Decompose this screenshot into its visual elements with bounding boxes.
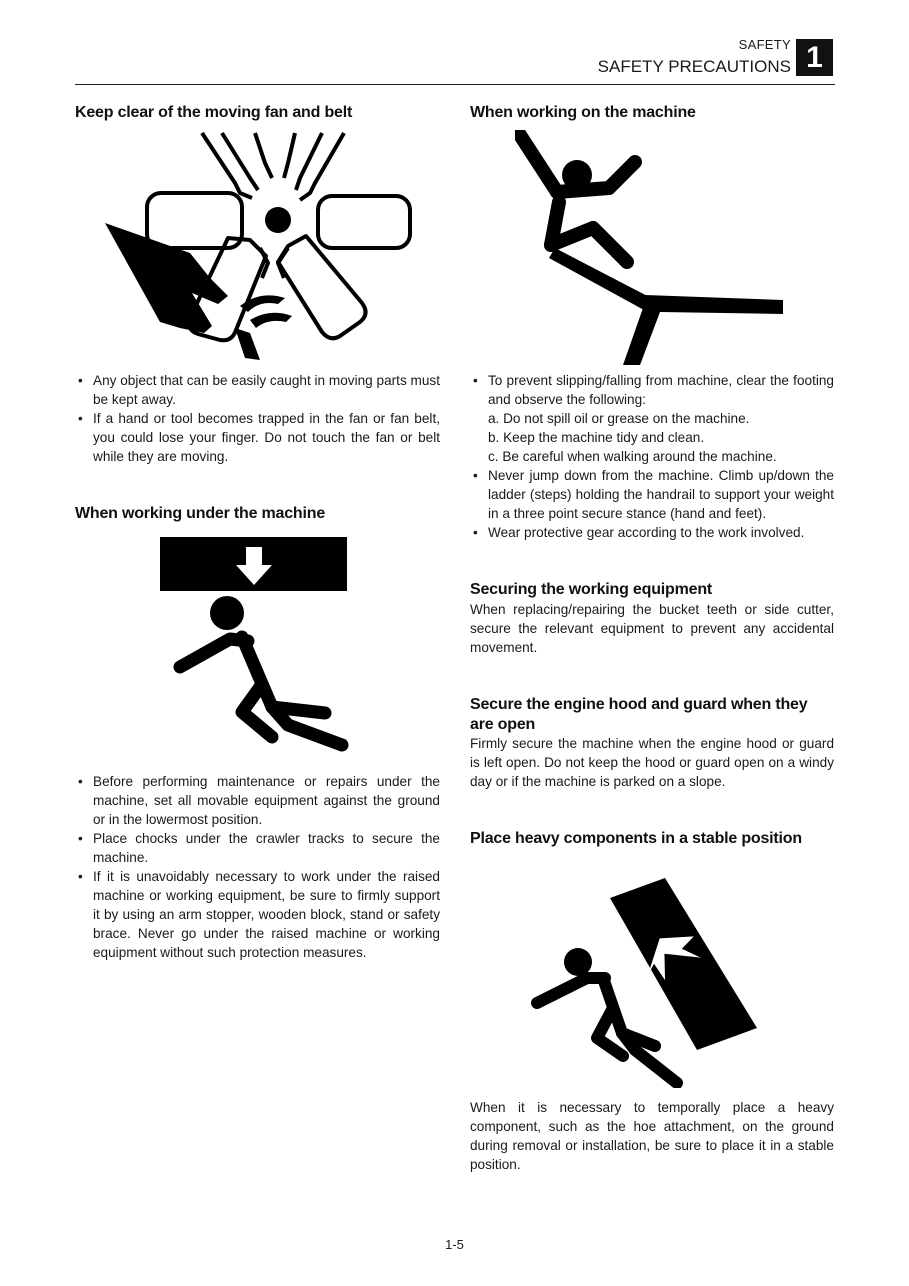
list-item: • If a hand or tool becomes trapped in the fan or fan belt, you could lose your finger. Do not touch the fan or belt while they are moving.	[75, 409, 440, 466]
header-section-label: SAFETY	[738, 37, 791, 52]
under-bullet-list	[75, 772, 440, 962]
hood-text: Firmly secure the machine when the engine hood or guard is left open. Do not keep the hood or guard open on a windy day or if the machine is parked on a slope.	[470, 736, 834, 789]
securing-text: When replacing/repairing the bucket teeth or side cutter, secure the relevant equipment to prevent any accidental movement.	[470, 602, 834, 655]
heading-fan-belt: Keep clear of the moving fan and belt	[75, 104, 353, 121]
working-bullet-list	[470, 371, 834, 542]
list-item: • Any object that can be easily caught in moving parts must be kept away.	[75, 371, 440, 409]
heading-securing-equipment: Securing the working equipment	[470, 581, 713, 598]
list-item-text: • To prevent slipping/falling from machine, clear the footing and observe the following:	[488, 373, 834, 407]
fan-belt-hazard-icon	[100, 128, 420, 363]
sub-list	[488, 409, 834, 466]
list-item: • If it is unavoidably necessary to work under the raised machine or working equipment, be sure to firmly support it by using an arm stopper, wooden block, stand or safety brace. Never go under the raised machine or working equipment without such protection measures.	[75, 867, 440, 962]
chapter-badge: 1	[796, 39, 833, 76]
header-divider	[75, 84, 835, 85]
fall-hazard-icon	[515, 130, 790, 365]
heading-heavy-components: Place heavy components in a stable position	[470, 830, 802, 847]
page-number: 1-5	[445, 1237, 464, 1252]
falling-object-hazard-icon	[525, 878, 765, 1088]
heading-working-on-machine: When working on the machine	[470, 104, 696, 121]
crush-hazard-icon	[160, 537, 350, 757]
heading-engine-hood: Secure the engine hood and guard when they are open	[470, 696, 808, 733]
header-title: SAFETY PRECAUTIONS	[597, 57, 791, 76]
heading-under-machine: When working under the machine	[75, 505, 326, 522]
list-item	[470, 371, 834, 466]
sub-item: a. Do not spill oil or grease on the machine.	[488, 411, 750, 426]
list-item: • Before performing maintenance or repairs under the machine, set all movable equipment against the ground or in the lowermost position.	[75, 772, 440, 829]
list-item: • Place chocks under the crawler tracks to secure the machine.	[75, 829, 440, 867]
list-item: • Never jump down from the machine. Climb up/down the ladder (steps) holding the handrail to support your weight in a three point secure stance (hand and feet).	[470, 466, 834, 523]
sub-item: c. Be careful when walking around the machine.	[488, 449, 777, 464]
heavy-text: When it is necessary to temporally place a heavy component, such as the hoe attachment, on the ground during removal or installation, be sure to place it in a stable position.	[470, 1100, 834, 1172]
list-item: • Wear protective gear according to the work involved.	[470, 523, 834, 542]
fan-bullet-list	[75, 371, 440, 466]
sub-item: b. Keep the machine tidy and clean.	[488, 430, 705, 445]
